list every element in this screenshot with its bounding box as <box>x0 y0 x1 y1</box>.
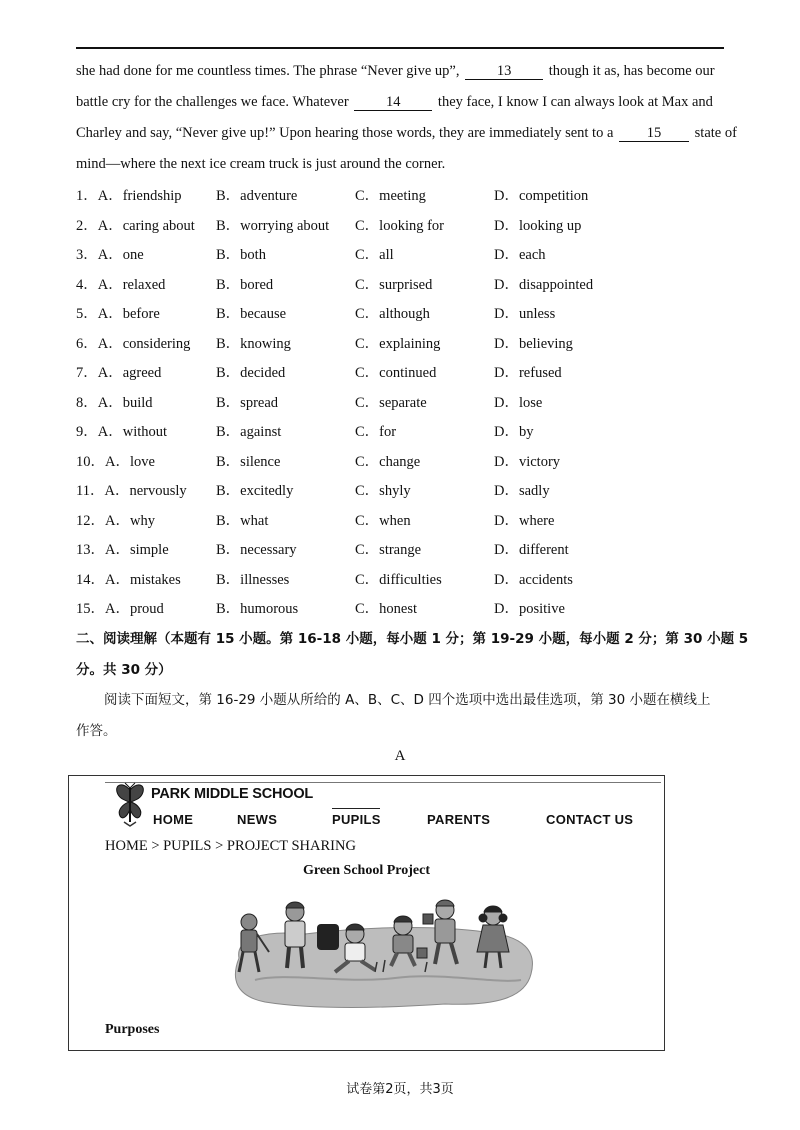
question-option-a-text: A．agreed <box>97 365 162 381</box>
question-option-c: C．strange <box>355 542 422 558</box>
question-option-d: D．positive <box>494 601 565 617</box>
question-option-d: D．believing <box>494 335 573 352</box>
question-number: 2． <box>76 217 98 234</box>
question-number: 14． <box>76 571 105 588</box>
passage-line-3 <box>76 118 737 149</box>
question-option-a-text: A．friendship <box>97 188 182 204</box>
question-row <box>76 182 736 212</box>
question-number: 6． <box>76 335 98 352</box>
passage-tail <box>76 56 737 180</box>
question-option-c: C．surprised <box>355 276 433 293</box>
nav-pupils[interactable]: PUPILS <box>332 812 381 827</box>
question-option-a <box>76 182 182 212</box>
question-option-a-text: A．considering <box>97 335 191 352</box>
project-title: Green School Project <box>302 863 430 878</box>
question-option-a-text: A．mistakes <box>105 571 181 588</box>
question-row <box>76 330 736 360</box>
passage-line-2 <box>76 87 724 118</box>
question-option-c: C．difficulties <box>355 571 442 588</box>
blank-15: 15 <box>619 125 689 142</box>
question-option-b: B．excitedly <box>216 483 294 499</box>
question-option-a <box>76 477 187 507</box>
question-option-a-text: A．caring about <box>97 217 195 234</box>
question-row <box>76 595 736 625</box>
question-option-a <box>76 241 144 271</box>
question-option-b: B．humorous <box>216 601 299 617</box>
question-option-a <box>76 536 169 566</box>
question-row <box>76 271 736 301</box>
question-option-a-text: A．nervously <box>104 483 187 499</box>
school-name: PARK MIDDLE SCHOOL <box>151 786 314 802</box>
question-option-a <box>76 595 164 625</box>
question-option-b: B．necessary <box>216 542 297 558</box>
section-heading-line-2: 分。共 30 分） <box>76 662 172 678</box>
question-option-b: B．because <box>216 306 287 322</box>
question-option-a <box>76 418 167 448</box>
question-row <box>76 566 736 596</box>
question-option-a <box>76 507 155 537</box>
question-option-a-text: A．one <box>97 247 144 263</box>
question-option-c: C．honest <box>355 601 418 617</box>
question-option-c: C．although <box>355 306 430 322</box>
blank-13: 13 <box>465 63 543 80</box>
question-option-a <box>76 448 155 478</box>
section-heading <box>76 624 749 686</box>
question-row <box>76 448 736 478</box>
website-figure <box>68 775 665 1051</box>
question-option-b: B．adventure <box>216 188 298 204</box>
question-option-b: B．worrying about <box>216 217 330 234</box>
question-option-b: B．against <box>216 424 282 440</box>
question-row <box>76 536 736 566</box>
nav-parents[interactable]: PARENTS <box>427 812 491 827</box>
question-option-d: D．lose <box>494 394 543 411</box>
question-option-a <box>76 271 165 301</box>
question-option-d: D．where <box>494 512 555 529</box>
question-option-b: B．bored <box>216 276 274 293</box>
page-footer: 试卷第2页，共3页 <box>346 1082 454 1097</box>
butterfly-logo-icon <box>113 782 147 828</box>
question-number: 3． <box>76 247 98 263</box>
text-segment: she had done for me countless times. The phrase “Never give up”, <box>76 63 464 79</box>
question-option-d: D．unless <box>494 306 556 322</box>
question-number: 15． <box>76 601 105 617</box>
text-segment: state of <box>691 125 737 141</box>
question-option-b: B．decided <box>216 365 286 381</box>
instructions <box>76 685 726 747</box>
question-option-c: C．all <box>355 247 394 263</box>
passage-line-1 <box>76 56 724 87</box>
question-number: 7． <box>76 365 98 381</box>
question-number: 5． <box>76 306 98 322</box>
question-option-a-text: A．relaxed <box>97 276 166 293</box>
question-option-c: C．explaining <box>355 335 441 352</box>
question-number: 11． <box>76 483 105 499</box>
question-option-a <box>76 566 181 596</box>
question-option-b: B．spread <box>216 394 279 411</box>
breadcrumb: HOME > PUPILS > PROJECT SHARING <box>105 838 356 854</box>
question-number: 1． <box>76 188 98 204</box>
question-option-a <box>76 212 195 242</box>
question-number: 8． <box>76 394 98 411</box>
purposes-heading: Purposes <box>105 1022 160 1037</box>
question-option-c: C．meeting <box>355 188 426 204</box>
passage-line-4: mind—where the next ice cream truck is just around the corner. <box>76 156 446 172</box>
question-number: 12． <box>76 512 105 529</box>
question-option-d: D．looking up <box>494 217 582 234</box>
text-segment: Charley and say, “Never give up!” Upon hearing those words, they are immediately sent to a <box>76 125 618 141</box>
active-nav-indicator <box>332 808 380 809</box>
question-option-d: D．refused <box>494 365 562 381</box>
question-option-a-text: A．why <box>105 512 155 529</box>
question-number: 13． <box>76 542 105 558</box>
nav-contact-us[interactable]: CONTACT US <box>546 812 634 827</box>
nav-home[interactable]: HOME <box>153 812 194 827</box>
question-option-a-text: A．simple <box>105 542 169 558</box>
question-option-b: B．illnesses <box>216 571 290 588</box>
question-row <box>76 507 736 537</box>
question-option-a-text: A．build <box>97 394 153 411</box>
nav-news[interactable]: NEWS <box>237 812 278 827</box>
question-option-c: C．change <box>355 453 421 470</box>
question-option-a <box>76 330 190 360</box>
question-option-b: B．silence <box>216 453 281 470</box>
question-row <box>76 477 736 507</box>
question-option-d: D．disappointed <box>494 276 594 293</box>
question-option-d: D．victory <box>494 453 561 470</box>
section-heading-line-1: 二、阅读理解（本题有 15 小题。第 16-18 小题，每小题 1 分；第 19-29 小题，每小题 2 分；第 30 小题 5 <box>76 631 749 647</box>
question-option-a-text: A．without <box>97 424 168 440</box>
blank-14: 14 <box>354 94 432 111</box>
question-row <box>76 359 736 389</box>
instruction-line-1: 阅读下面短文，第 16-29 小题从所给的 A、B、C、D 四个选项中选出最佳选项，第 30 小题在横线上 <box>104 692 711 708</box>
question-option-d: D．different <box>494 542 569 558</box>
question-option-d: D．each <box>494 247 546 263</box>
question-number: 10． <box>76 453 105 470</box>
children-gardening-illustration <box>225 888 537 1010</box>
question-row <box>76 212 736 242</box>
question-number: 4． <box>76 276 98 293</box>
header-rule <box>105 782 661 783</box>
trash-bag <box>317 924 339 950</box>
question-option-a <box>76 359 161 389</box>
text-segment: battle cry for the challenges we face. Whatever <box>76 94 353 110</box>
question-option-d: D．sadly <box>494 483 550 499</box>
question-option-b: B．both <box>216 247 266 263</box>
question-number: 9． <box>76 424 98 440</box>
question-option-d: D．competition <box>494 188 589 204</box>
question-option-d: D．accidents <box>494 571 573 588</box>
text-segment: they face, I know I can always look at Max and <box>434 94 713 110</box>
question-option-a-text: A．before <box>97 306 160 322</box>
question-option-c: C．shyly <box>355 483 411 499</box>
question-option-a-text: A．love <box>105 453 155 470</box>
question-option-b: B．what <box>216 512 269 529</box>
question-option-c: C．separate <box>355 394 427 411</box>
question-options <box>76 182 736 625</box>
question-option-a-text: A．proud <box>105 601 164 617</box>
question-row <box>76 389 736 419</box>
question-option-a <box>76 389 153 419</box>
question-row <box>76 300 736 330</box>
question-option-c: C．when <box>355 512 411 529</box>
question-option-c: C．looking for <box>355 217 445 234</box>
question-option-c: C．for <box>355 424 397 440</box>
question-row <box>76 418 736 448</box>
passage-label: A <box>394 748 406 764</box>
question-option-b: B．knowing <box>216 335 291 352</box>
instruction-line-2: 作答。 <box>76 723 117 739</box>
question-row <box>76 241 736 271</box>
question-option-a <box>76 300 160 330</box>
question-option-d: D．by <box>494 424 534 440</box>
text-segment: though it as, has become our <box>545 63 715 79</box>
top-rule <box>76 47 724 49</box>
question-option-c: C．continued <box>355 365 437 381</box>
